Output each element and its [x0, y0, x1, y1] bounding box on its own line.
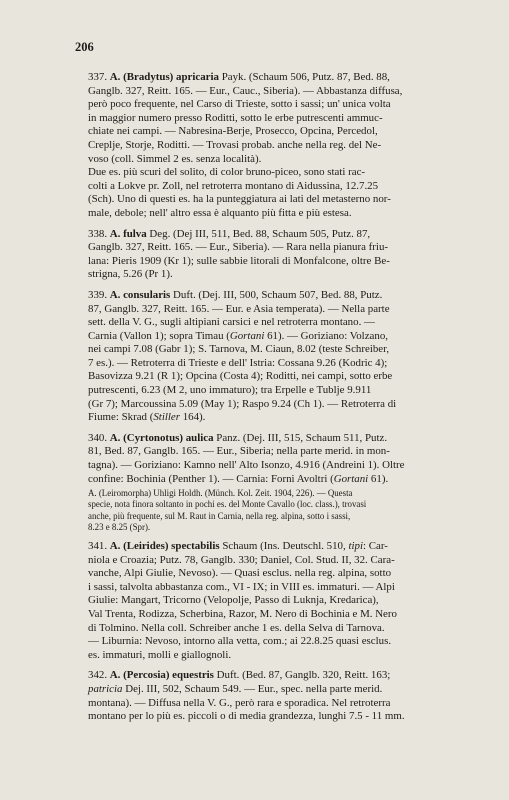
text-line: specie, nota finora soltanto in pochi es. del Monte Cavallo (loc. class.), trovasi — [88, 499, 367, 510]
text-line: (Sch). Uno di questi es. ha la punteggiatura ai lati del metasterno nor- — [88, 193, 391, 206]
text-line: 337. A. (Bradytus) apricaria Payk. (Schaum 506, Putz. 87, Bed. 88, — [88, 71, 390, 83]
text-line: nei campi 7.08 (Gabr 1); S. Tarnova, M. Ciaun, 8.02 (teste Schreiber, — [88, 343, 390, 356]
text-paragraph — [74, 71, 432, 166]
text-line: 342. A. (Percosia) equestris Duft. (Bed. 87, Ganglb. 320, Reitt. 163; — [88, 669, 391, 682]
text-line: Ganglb. 327, Reitt. 165. — Eur., Siberia). — Rara nella pianura friu- — [88, 241, 389, 254]
text-line: Carnia (Vallon 1); sopra Timau (Gortani 61). — Goriziano: Volzano, — [88, 329, 388, 342]
text-line: tagna). — Goriziano: Kamno nell' Alto Isonzo, 4.916 (Andreini 1). Oltre — [88, 459, 405, 472]
text-line: confine: Bochinia (Penther 1). — Carnia: Forni Avoltri (Gortani 61). — [88, 472, 389, 485]
text-line: Basovizza 9.21 (R 1); Opcina (Costa 4); Roditti, nei campi, sotto erbe — [88, 370, 393, 383]
body-text — [74, 64, 432, 724]
text-line: 338. A. fulva Deg. (Dej III, 511, Bed. 88, Schaum 505, Putz. 87, — [88, 227, 371, 240]
text-line: Giulie: Mangart, Tricorno (Velopolje, Passo di Luknja, Kredarica), — [88, 594, 379, 607]
text-line: Ganglb. 327, Reitt. 165. — Eur., Cauc., Siberia). — Abbastanza diffusa, — [88, 84, 403, 97]
text-line: montana). — Diffusa nella V. G., però rara e sporadica. Nel retroterra — [88, 696, 391, 709]
text-line: 340. A. (Cyrtonotus) aulica Panz. (Dej. III, 515, Schaum 511, Putz. — [88, 431, 388, 444]
text-paragraph — [74, 289, 432, 425]
text-paragraph — [74, 432, 432, 486]
text-line: voso (coll. Simmel 2 es. senza località). — [88, 152, 262, 165]
text-line: sett. della V. G., sugli altipiani carsici e nel retroterra montano. — — [88, 316, 375, 329]
page-number: 206 — [75, 40, 94, 54]
text-line: colti a Lokve pr. Zoll, nel retroterra montano di Aidussina, 12.7.25 — [88, 179, 379, 192]
text-line: però poco frequente, nel Carso di Trieste, sotto i sassi; un' unica volta — [88, 98, 391, 111]
text-line: Creplje, Storje, Roditti. — Trovasi probab. anche nella reg. del Ne- — [88, 138, 382, 151]
text-line: 339. A. consularis Duft. (Dej. III, 500, Schaum 507, Bed. 88, Putz. — [88, 288, 383, 301]
text-line: Val Trenta, Rodizza, Scherbina, Razor, M. Nero di Bochinia e M. Nero — [88, 608, 397, 620]
text-line: montano per lo più es. piccoli o di media grandezza, lunghi 7.5 - 11 mm. — [88, 710, 405, 723]
text-line: 87, Ganglb. 327, Reitt. 165. — Eur. e Asia temperata). — Nella parte — [88, 302, 390, 315]
text-line: A. (Leiromorpha) Uhligi Holdh. (Münch. Kol. Zeit. 1904, 226). — Questa — [88, 488, 353, 499]
text-line: patricia Dej. III, 502, Schaum 549. — Eur., spec. nella parte merid. — [88, 682, 383, 695]
text-line: Fiume: Skrad (Stiller 164). — [88, 411, 206, 424]
text-line: vanche, Alpi Giulie, Nevoso). — Quasi esclus. nella reg. alpina, sotto — [88, 567, 392, 580]
text-line: (Gr 7); Marcoussina 5.09 (May 1); Raspo 9.24 (Ch 1). — Retroterra di — [88, 397, 397, 410]
text-line: — Liburnia: Nevoso, intorno alla vetta, com.; ai 22.8.25 quasi esclus. — [88, 635, 392, 648]
text-line: putrescenti, 6.23 (M 2, uno immaturo); tra Erpelle e Tublje 9.911 — [88, 384, 372, 397]
text-line: Due es. più scuri del solito, di color bruno-piceo, sono stati rac- — [88, 166, 366, 179]
text-paragraph — [74, 166, 432, 220]
text-paragraph — [74, 669, 432, 723]
text-line: strigna, 5.26 (Pr 1). — [88, 268, 173, 281]
text-line: niola e Croazia; Putz. 78, Ganglb. 330; Daniel, Col. Stud. II, 32. Cara- — [88, 553, 395, 566]
text-line: 7 es.). — Retroterra di Trieste e dell' Istria: Cossana 9.26 (Kodric 4); — [88, 356, 388, 369]
text-line: 341. A. (Leirides) spectabilis Schaum (Ins. Deutschl. 510, tipi: Car- — [88, 540, 388, 553]
footnote-paragraph — [74, 488, 432, 533]
text-line: 8.23 e 8.25 (Spr). — [88, 521, 151, 532]
text-paragraph — [74, 540, 432, 662]
text-line: lana: Pieris 1909 (Kr 1); sulle sabbie litorali di Monfalcone, oltre Be- — [88, 254, 390, 267]
text-line: i sassi, talvolta abbastanza com., VI - IX; in VIII es. immaturi. — Alpi — [88, 580, 395, 593]
text-paragraph — [74, 228, 432, 282]
text-line: chiate nei campi. — Nabresina-Berje, Prosecco, Opcina, Percedol, — [88, 125, 378, 138]
text-line: es. immaturi, molli e giallognoli. — [88, 648, 232, 661]
text-line: male, debole; nell' altro essa è alquanto più fitta e più estesa. — [88, 206, 352, 219]
text-line: anche, più frequente, sul M. Raut in Carnia, nella reg. alpina, sotto i sassi, — [88, 510, 351, 521]
text-line: 81, Bed. 87, Ganglb. 165. — Eur., Siberia; nella parte merid. in mon- — [88, 445, 390, 458]
text-line: di Tolmino. Nella coll. Schreiber anche 1 es. della Selva di Tarnova. — [88, 621, 385, 634]
text-line: in maggior numero presso Roditti, sotto le erbe putrescenti ammuc- — [88, 111, 383, 124]
